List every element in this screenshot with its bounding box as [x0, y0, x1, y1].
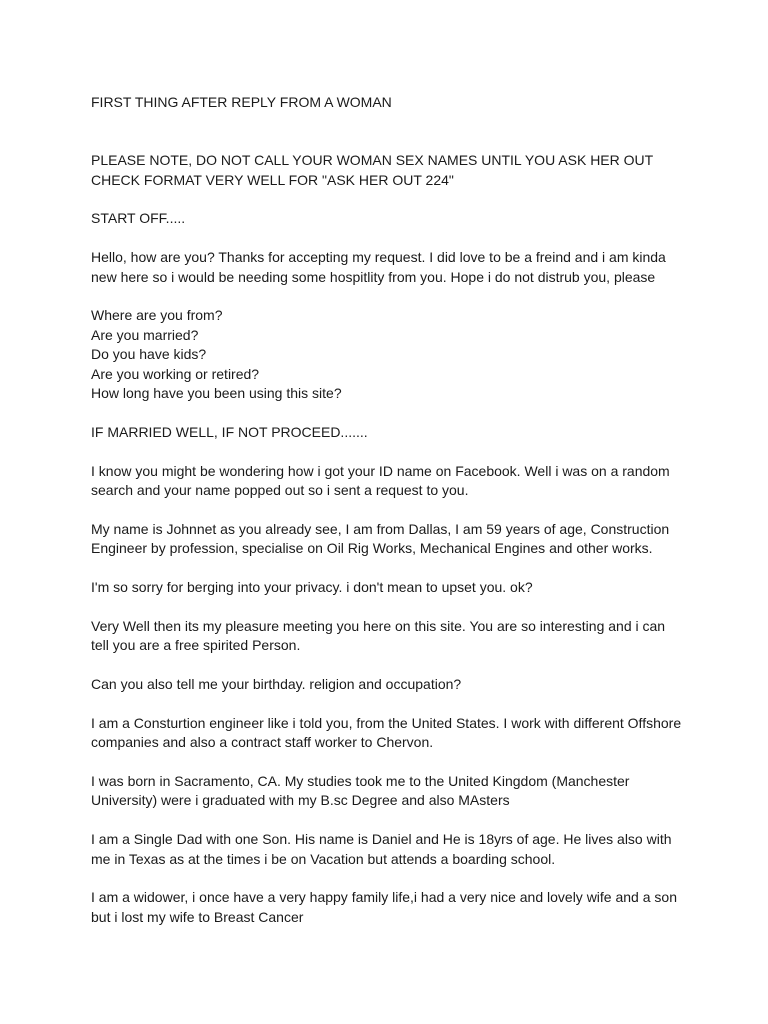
document-body [91, 93, 691, 947]
paragraph-line: I was born in Sacramento, CA. My studies took me to the United Kingdom (Manchester [91, 773, 630, 790]
title-line: FIRST THING AFTER REPLY FROM A WOMAN [91, 94, 392, 110]
question-item: Do you have kids? [91, 346, 207, 363]
body-paragraph [91, 888, 691, 927]
document-title [91, 93, 691, 112]
body-paragraph [91, 462, 691, 501]
note-paragraph [91, 151, 691, 190]
note-line: PLEASE NOTE, DO NOT CALL YOUR WOMAN SEX NAMES UNTIL YOU ASK HER OUT [91, 152, 654, 169]
paragraph-line: companies and also a contract staff worker to Chervon. [91, 734, 434, 751]
body-paragraph [91, 578, 691, 597]
question-item: Are you married? [91, 326, 199, 343]
body-paragraph [91, 675, 691, 694]
greeting-line: Hello, how are you? Thanks for accepting my request. I did love to be a freind and i am kinda [91, 249, 666, 266]
question-item: How long have you been using this site? [91, 385, 342, 402]
paragraph-line: I know you might be wondering how i got your ID name on Facebook. Well i was on a random [91, 462, 670, 479]
paragraph-line: I'm so sorry for berging into your privacy. i don't mean to upset you. ok? [91, 579, 533, 596]
paragraph-line: Engineer by profession, specialise on Oil Rig Works, Mechanical Engines and other works. [91, 540, 653, 557]
body-paragraph [91, 714, 691, 753]
question-item: Where are you from? [91, 307, 223, 324]
questions-list [91, 306, 691, 403]
paragraph-line: tell you are a free spirited Person. [91, 637, 301, 654]
note-line: CHECK FORMAT VERY WELL FOR "ASK HER OUT 224" [91, 171, 454, 188]
body-paragraph [91, 520, 691, 559]
greeting-line: new here so i would be needing some hospitlity from you. Hope i do not distrub you, please [91, 268, 656, 285]
paragraph-line: My name is Johnnet as you already see, I am from Dallas, I am 59 years of age, Construction [91, 520, 670, 537]
paragraph-line: I am a widower, i once have a very happy family life,i had a very nice and lovely wife and a son [91, 889, 677, 906]
if-married-paragraph [91, 423, 691, 442]
paragraph-line: I am a Single Dad with one Son. His name is Daniel and He is 18yrs of age. He lives also with [91, 831, 672, 848]
paragraph-line: Very Well then its my pleasure meeting you here on this site. You are so interesting and i can [91, 617, 666, 634]
body-paragraph [91, 617, 691, 656]
question-item: Are you working or retired? [91, 365, 260, 382]
body-paragraph [91, 830, 691, 869]
start-off-paragraph [91, 209, 691, 228]
if-married-line: IF MARRIED WELL, IF NOT PROCEED....... [91, 423, 368, 440]
paragraph-line: search and your name popped out so i sent a request to you. [91, 482, 469, 499]
paragraph-line: but i lost my wife to Breast Cancer [91, 908, 304, 925]
paragraph-line: University) were i graduated with my B.sc Degree and also MAsters [91, 792, 510, 809]
body-paragraph [91, 772, 691, 811]
start-off-line: START OFF..... [91, 210, 186, 227]
greeting-paragraph [91, 248, 691, 287]
paragraph-line: I am a Consturtion engineer like i told you, from the United States. I work with different Offshore [91, 714, 682, 731]
paragraph-line: me in Texas as at the times i be on Vacation but attends a boarding school. [91, 850, 556, 867]
paragraph-line: Can you also tell me your birthday. religion and occupation? [91, 676, 462, 693]
